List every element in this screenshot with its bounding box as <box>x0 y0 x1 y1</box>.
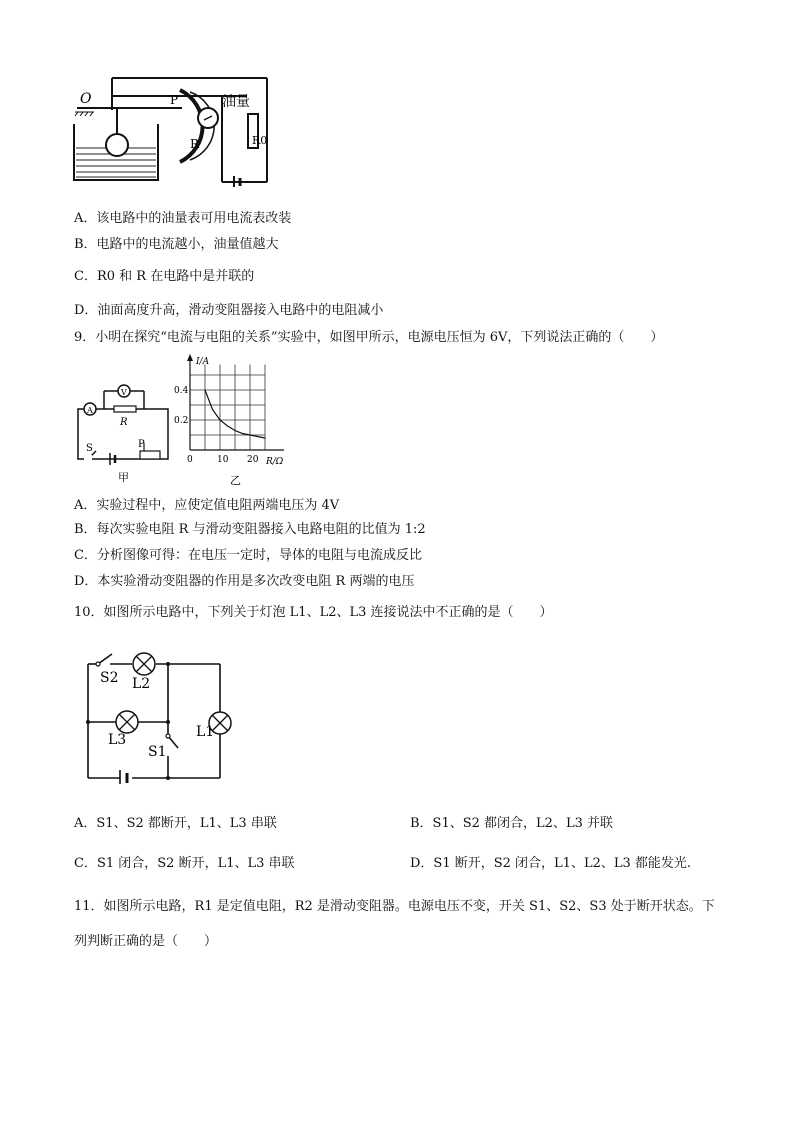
q10-option-a: A．S1、S2 都断开，L1、L3 串联 <box>74 816 277 831</box>
chart-data-point <box>242 433 243 434</box>
chart-grid <box>190 365 265 451</box>
chart-data-point <box>219 419 220 420</box>
x-tick-label: 20 <box>247 455 259 465</box>
q9-stem: 9．小明在探究“电流与电阻的关系”实验中，如图甲所示，电源电压恒为 6V，下列说法正确的（ ） <box>74 330 664 345</box>
q8-option-d: D．油面高度升高，滑动变阻器接入电路中的电阻减小 <box>74 303 384 318</box>
s2-label: S2 <box>100 670 119 686</box>
chart-data-point <box>227 425 228 426</box>
q10-stem: 10．如图所示电路中，下列关于灯泡 L1、L2、L3 连接说法中不正确的是（ ） <box>74 605 553 620</box>
q9-option-c: C．分析图像可得：在电压一定时，导体的电阻与电流成反比 <box>74 548 422 563</box>
slider-label: P <box>170 93 179 107</box>
chart-data-point <box>212 409 213 410</box>
ammeter-label: A <box>87 406 93 415</box>
q9-option-d: D．本实验滑动变阻器的作用是多次改变电阻 R 两端的电压 <box>74 574 415 589</box>
fig-jia-caption: 甲 <box>118 471 129 484</box>
oil-gauge-figure <box>72 72 272 187</box>
oil-meter-label: 油量 <box>222 94 250 110</box>
y-tick-label: 0.2 <box>174 416 189 426</box>
fig-yi-caption: 乙 <box>230 474 241 487</box>
resistor-r-label: R <box>120 417 128 428</box>
chart-data-point <box>234 430 235 431</box>
chart-data-point <box>257 436 258 437</box>
x-tick-label: 0 <box>187 455 193 465</box>
l3-label: L3 <box>108 732 127 748</box>
current-resistance-chart <box>174 352 288 488</box>
q8-option-b: B．电路中的电流越小，油量值越大 <box>74 237 279 252</box>
q9-option-a: A．实验过程中，应使定值电阻两端电压为 4V <box>74 498 340 513</box>
chart-axes <box>187 354 284 450</box>
q10-circuit-figure <box>74 644 244 784</box>
s1-label: S1 <box>148 744 167 760</box>
q11-stem-line2: 列判断正确的是（ ） <box>74 934 218 949</box>
chart-data-point <box>249 434 250 435</box>
q8-option-a: A．该电路中的油量表可用电流表改装 <box>74 211 292 226</box>
chart-data-point <box>264 437 265 438</box>
chart-data-point <box>204 389 205 390</box>
voltmeter-label: V <box>121 388 127 397</box>
l1-label: L1 <box>196 724 215 740</box>
slider-p-label: P <box>138 439 145 450</box>
q10-option-c: C．S1 闭合，S2 断开，L1、L3 串联 <box>74 856 295 871</box>
q10-option-b: B．S1、S2 都闭合，L2、L3 并联 <box>410 816 613 831</box>
l2-label: L2 <box>132 676 151 692</box>
resistor-label: R <box>190 137 200 151</box>
x-tick-label: 10 <box>217 455 229 465</box>
q9-option-b: B．每次实验电阻 R 与滑动变阻器接入电路电阻的比值为 1:2 <box>74 522 426 537</box>
q10-option-d: D．S1 断开，S2 闭合，L1、L2、L3 都能发光. <box>410 856 692 871</box>
q11-stem-line1: 11．如图所示电路，R1 是定值电阻，R2 是滑动变阻器。电源电压不变，开关 S1、S2、S3 处于断开状态。下 <box>74 899 715 914</box>
pivot-label: O <box>80 91 92 107</box>
q9-circuit-figure <box>74 375 174 485</box>
q8-option-c: C．R0 和 R 在电路中是并联的 <box>74 269 255 284</box>
x-axis-label: R/Ω <box>266 457 284 467</box>
y-tick-label: 0.4 <box>174 386 189 396</box>
r0-label: R0 <box>252 134 268 147</box>
switch-s-label: S <box>86 443 93 454</box>
y-axis-label: I/A <box>196 357 210 367</box>
